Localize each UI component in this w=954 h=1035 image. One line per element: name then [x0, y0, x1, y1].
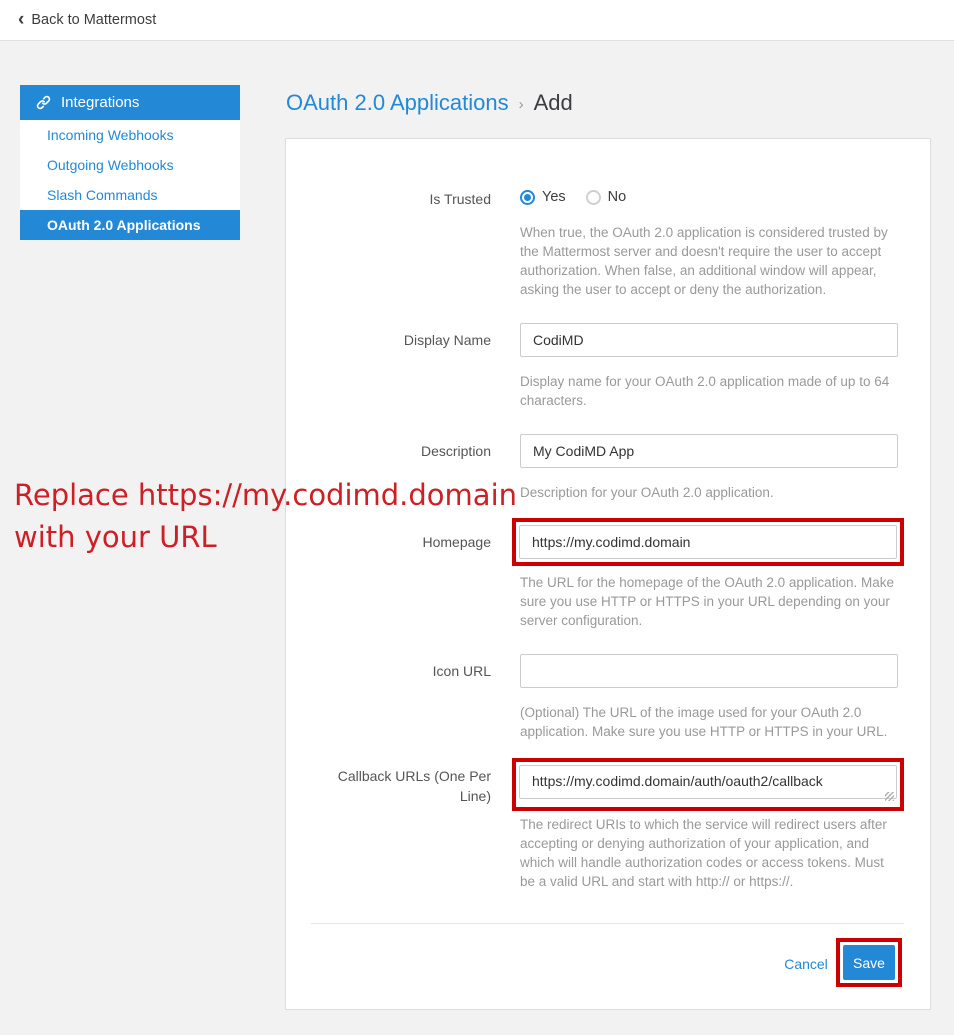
- breadcrumb-current: Add: [533, 90, 573, 115]
- icon-url-help: (Optional) The URL of the image used for your OAuth 2.0 application. Make sure you use HTTP or HTTPS in your URL.: [520, 705, 888, 739]
- annotation-line-1: Replace https://my.codimd.domain: [14, 478, 518, 512]
- is-trusted-option-yes[interactable]: [520, 189, 566, 205]
- callback-urls-label: Callback URLs (One Per Line): [337, 768, 491, 804]
- sidebar-item-incoming-webhooks[interactable]: Incoming Webhooks: [47, 127, 174, 143]
- sidebar-item-outgoing-webhooks[interactable]: Outgoing Webhooks: [47, 157, 174, 173]
- top-bar: [0, 0, 954, 41]
- sidebar-header-integrations[interactable]: [20, 85, 240, 120]
- radio-no-icon[interactable]: [586, 190, 601, 205]
- footer-divider: [311, 923, 904, 924]
- display-name-help: Display name for your OAuth 2.0 application made of up to 64 characters.: [520, 374, 890, 408]
- is-trusted-label: Is Trusted: [429, 191, 491, 207]
- save-highlight-box: [836, 938, 902, 987]
- breadcrumb: [286, 90, 573, 116]
- oauth-add-form-panel: [285, 138, 931, 1010]
- breadcrumb-separator: ›: [518, 95, 524, 113]
- radio-no-label: No: [607, 189, 627, 205]
- is-trusted-radio-group: [520, 189, 898, 205]
- homepage-label: Homepage: [422, 534, 491, 550]
- description-input[interactable]: [520, 434, 898, 468]
- is-trusted-option-no[interactable]: [586, 189, 627, 205]
- sidebar-item-oauth-applications[interactable]: OAuth 2.0 Applications: [20, 210, 240, 240]
- callback-urls-highlight-box: [512, 758, 904, 811]
- breadcrumb-section-link[interactable]: OAuth 2.0 Applications: [286, 90, 509, 115]
- sidebar-header-label: Integrations: [61, 94, 140, 111]
- chevron-left-icon: ‹: [18, 9, 25, 30]
- display-name-label: Display Name: [403, 332, 491, 348]
- annotation-line-2: with your URL: [14, 520, 217, 554]
- callback-urls-help: The redirect URIs to which the service will redirect users after accepting or denying authorization of your application, and which will handle authorization codes or access tokens. Must be a valid URL and start with http:// or https://.: [520, 817, 887, 889]
- save-button[interactable]: Save: [843, 945, 895, 980]
- is-trusted-help: When true, the OAuth 2.0 application is considered trusted by the Mattermost server and doesn't require the user to accept authorization. When false, an additional window will appear, asking the user to accept or deny the authorization.: [520, 225, 888, 297]
- radio-yes-label: Yes: [542, 189, 566, 205]
- callback-urls-textarea[interactable]: [519, 765, 897, 799]
- icon-url-input[interactable]: [520, 654, 898, 688]
- sidebar-item-slash-commands[interactable]: Slash Commands: [47, 187, 158, 203]
- display-name-input[interactable]: [520, 323, 898, 357]
- sidebar-items: [20, 120, 240, 240]
- link-icon: [36, 95, 51, 110]
- icon-url-label: Icon URL: [432, 663, 491, 679]
- back-to-mattermost-link[interactable]: [18, 9, 157, 30]
- sidebar: [20, 85, 240, 240]
- radio-yes-icon[interactable]: [520, 190, 535, 205]
- description-label: Description: [420, 443, 491, 459]
- homepage-highlight-box: [512, 518, 904, 566]
- homepage-input[interactable]: [519, 525, 897, 559]
- cancel-button[interactable]: Cancel: [784, 956, 828, 972]
- back-label: Back to Mattermost: [31, 12, 157, 28]
- description-help: Description for your OAuth 2.0 application.: [520, 485, 774, 500]
- homepage-help: The URL for the homepage of the OAuth 2.0 application. Make sure you use HTTP or HTTPS in your URL depending on your server configuration.: [520, 575, 894, 628]
